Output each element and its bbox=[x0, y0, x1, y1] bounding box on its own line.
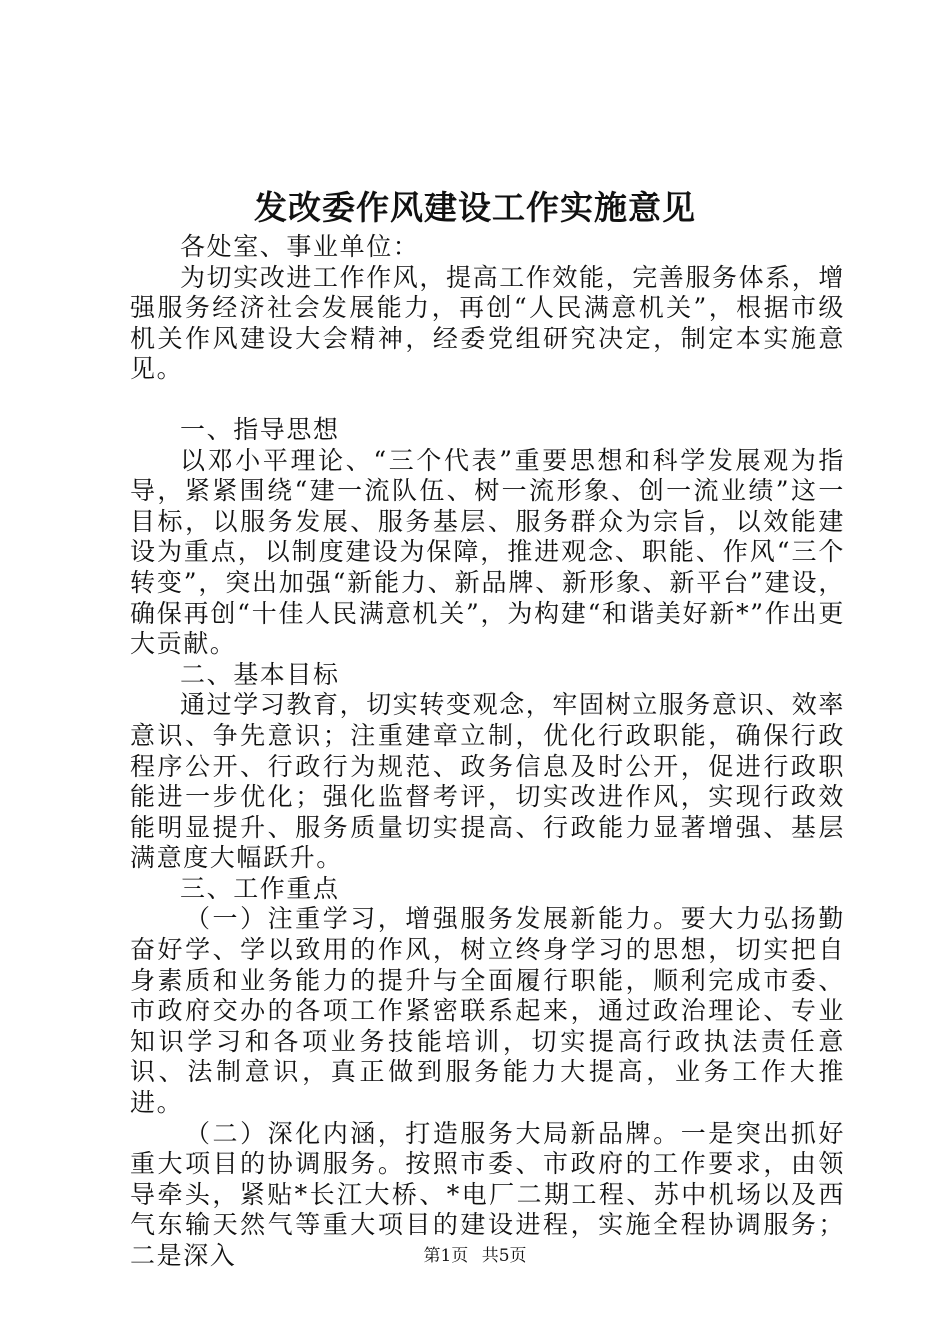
section-heading-guiding-thought: 一、指导思想 bbox=[180, 414, 340, 444]
page-number-current: 第1页 bbox=[423, 1246, 469, 1266]
page-footer bbox=[0, 1245, 950, 1267]
work-focus-item-1: （一）注重学习，增强服务发展新能力。要大力弘扬勤奋好学、学以致用的作风，树立终身学习的思想，切实把自身素质和业务能力的提升与全面履行职能，顺利完成市委、市政府交办的各项工作紧密联系起来，通过政治理论、专业知识学习和各项业务技能培训，切实提高行政执法责任意识、法制意识，真正做到服务能力大提高，业务工作大推进。 bbox=[130, 904, 845, 1118]
page-number-total: 共5页 bbox=[481, 1246, 527, 1266]
section-heading-work-focus: 三、工作重点 bbox=[180, 873, 340, 903]
document-body bbox=[130, 232, 845, 1272]
section-heading-basic-goals: 二、基本目标 bbox=[180, 659, 340, 689]
salutation: 各处室、事业单位： bbox=[180, 232, 420, 261]
intro-paragraph: 为切实改进工作作风，提高工作效能，完善服务体系，增强服务经济社会发展能力，再创“人民满意机关”，根据市级机关作风建设大会精神，经委党组研究决定，制定本实施意见。 bbox=[130, 262, 846, 384]
section-paragraph-basic-goals: 通过学习教育，切实转变观念，牢固树立服务意识、效率意识、争先意识；注重建章立制，优化行政职能，确保行政程序公开、行政行为规范、政务信息及时公开，促进行政职能进一步优化；强化监督考评，切实改进作风，实现行政效能明显提升、服务质量切实提高、行政能力显著增强、基层满意度大幅跃升。 bbox=[130, 690, 846, 873]
work-focus-item-2: （二）深化内涵，打造服务大局新品牌。一是突出抓好重大项目的协调服务。按照市委、市政府的工作要求，由领导牵头，紧贴*长江大桥、*电厂二期工程、苏中机场以及西气东输天然气等重大项目的建设进程，实施全程协调服务；二是深入 bbox=[130, 1118, 845, 1270]
section-paragraph-guiding-thought: 以邓小平理论、“三个代表”重要思想和科学发展观为指导，紧紧围绕“建一流队伍、树一流形象、创一流业绩”这一目标，以服务发展、服务基层、服务群众为宗旨，以效能建设为重点，以制度建设为保障，推进观念、职能、作风“三个转变”，突出加强“新能力、新品牌、新形象、新平台”建设，确保再创“十佳人民满意机关”，为构建“和谐美好新*”作出更大贡献。 bbox=[130, 445, 845, 659]
document-title: 发改委作风建设工作实施意见 bbox=[254, 188, 696, 227]
